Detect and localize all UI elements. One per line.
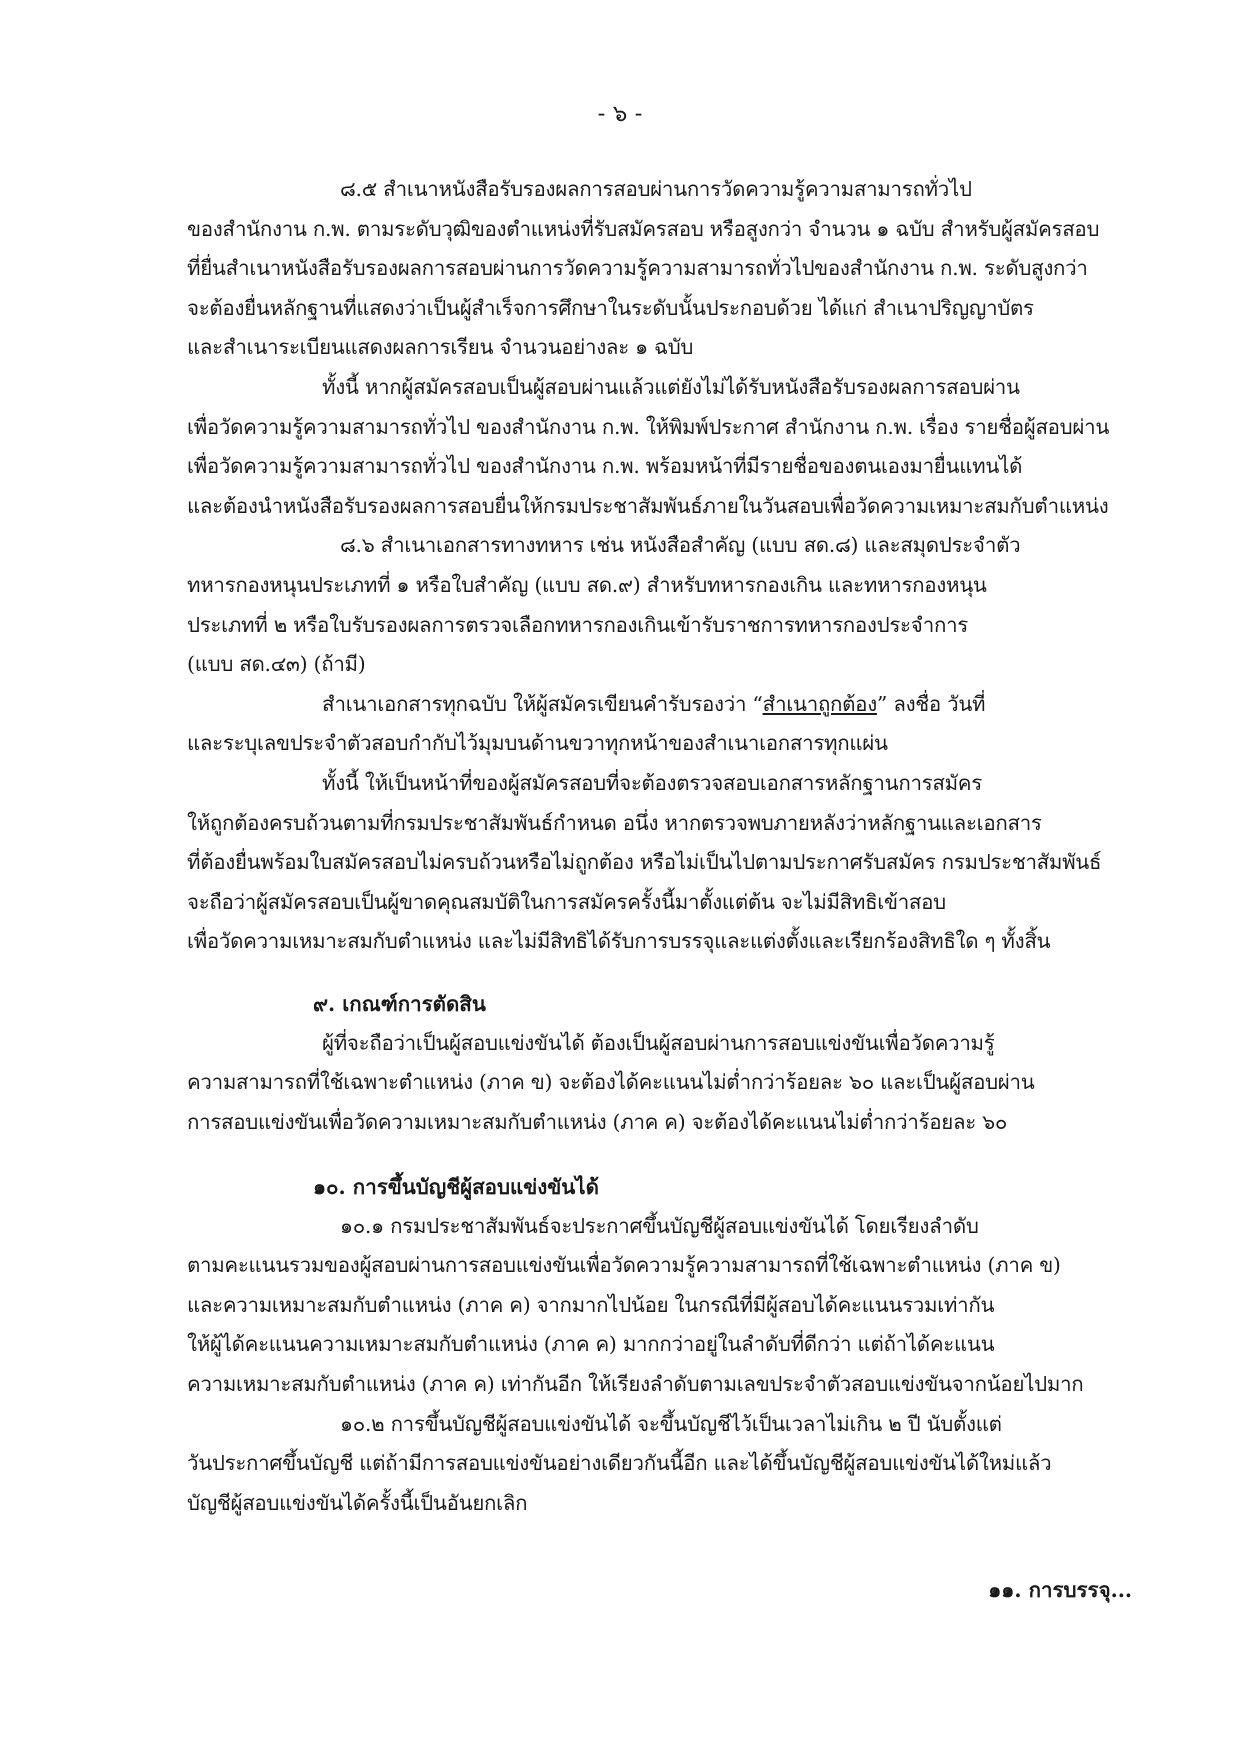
spacer (187, 1143, 1132, 1167)
paragraph-line: ที่ยื่นสำเนาหนังสือรับรองผลการสอบผ่านการวัดความรู้ความสามารถทั่วไปของสำนักงาน ก.พ. ระดับสูงกว่า (187, 256, 1088, 281)
document-body (187, 170, 1132, 1523)
paragraph-line: ๘.๕ สำเนาหนังสือรับรองผลการสอบผ่านการวัดความรู้ความสามารถทั่วไป (340, 177, 972, 201)
paragraph-line: ความสามารถที่ใช้เฉพาะตำแหน่ง (ภาค ข) จะต้องได้คะแนนไม่ต่ำกว่าร้อยละ ๖๐ และเป็นผู้สอบผ่าน (187, 1070, 1035, 1095)
paragraph-line: ๘.๖ สำเนาเอกสารทางทหาร เช่น หนังสือสำคัญ (แบบ สด.๘) และสมุดประจำตัว (340, 533, 1021, 558)
paragraph-line: และระบุเลขประจำตัวสอบกำกับไว้มุมบนด้านขวาทุกหน้าของสำเนาเอกสารทุกแผ่น (187, 731, 888, 756)
section-8-5 (187, 170, 1132, 368)
section-heading: ๑๐. การขึ้นบัญชีผู้สอบแข่งขันได้ (313, 1174, 599, 1199)
paragraph-line: ความเหมาะสมกับตำแหน่ง (ภาค ค) เท่ากันอีก ให้เรียงลำดับตามเลขประจำตัวสอบแข่งขันจากน้อยไปมาก (187, 1372, 1084, 1397)
section-8-6 (187, 526, 1132, 684)
section-heading: ๙. เกณฑ์การตัดสิน (313, 991, 486, 1016)
certified-copy-phrase: สำเนาถูกต้อง (762, 691, 877, 716)
paragraph-line: เพื่อวัดความรู้ความสามารถทั่วไป ของสำนักงาน ก.พ. ให้พิมพ์ประกาศ สำนักงาน ก.พ. เรื่อง รายชื่อผู้สอบผ่าน (187, 414, 1110, 439)
paragraph-line: เพื่อวัดความรู้ความสามารถทั่วไป ของสำนักงาน ก.พ. พร้อมหน้าที่มีรายชื่อของตนเองมายื่นแทนได้ (187, 454, 1023, 479)
certify-text-after: ” ลงชื่อ วันที่ (876, 691, 986, 716)
paragraph-line: ตามคะแนนรวมของผู้สอบผ่านการสอบแข่งขันเพื่อวัดความรู้ความสามารถที่ใช้เฉพาะตำแหน่ง (ภาค ข) (187, 1253, 1061, 1278)
paragraph-line: ผู้ที่จะถือว่าเป็นผู้สอบแข่งขันได้ ต้องเป็นผู้สอบผ่านการสอบแข่งขันเพื่อวัดความรู้ (322, 1030, 995, 1055)
section-8-5-note (187, 368, 1132, 526)
section-10 (187, 1167, 1132, 1524)
certify-text-before: สำเนาเอกสารทุกฉบับ ให้ผู้สมัครเขียนคำรับรองว่า “ (322, 691, 763, 716)
paragraph-line: วันประกาศขึ้นบัญชี แต่ถ้ามีการสอบแข่งขันอย่างเดียวกันนี้อีก และได้ขึ้นบัญชีผู้สอบแข่งขันได้ใหม่แล้ว (187, 1451, 1052, 1476)
paragraph-line: ให้ถูกต้องครบถ้วนตามที่กรมประชาสัมพันธ์กำหนด อนึ่ง หากตรวจพบภายหลังว่าหลักฐานและเอกสาร (187, 810, 1042, 835)
paragraph-line: การสอบแข่งขันเพื่อวัดความเหมาะสมกับตำแหน่ง (ภาค ค) จะต้องได้คะแนนไม่ต่ำกว่าร้อยละ ๖๐ (187, 1110, 1008, 1135)
next-page-marker: ๑๑. การบรรจุ... (988, 1578, 1132, 1602)
paragraph-line: ของสำนักงาน ก.พ. ตามระดับวุฒิของตำแหน่งที่รับสมัครสอบ หรือสูงกว่า จำนวน ๑ ฉบับ สำหรับผู้สมัครสอบ (187, 216, 1100, 241)
paragraph-line: ประเภทที่ ๒ หรือใบรับรองผลการตรวจเลือกทหารกองเกินเข้ารับราชการทหารกองประจำการ (187, 612, 969, 637)
paragraph-line: จะต้องยื่นหลักฐานที่แสดงว่าเป็นผู้สำเร็จการศึกษาในระดับนั้นประกอบด้วย ได้แก่ สำเนาปริญญาบัตร (187, 295, 1034, 320)
paragraph-line: ๑๐.๒ การขึ้นบัญชีผู้สอบแข่งขันได้ จะขึ้นบัญชีไว้เป็นเวลาไม่เกิน ๒ ปี นับตั้งแต่ (340, 1411, 1002, 1436)
spacer (187, 962, 1132, 984)
paragraph-line (187, 685, 1132, 725)
paragraph-line: และสำเนาระเบียนแสดงผลการเรียน จำนวนอย่างละ ๑ ฉบับ (187, 335, 694, 360)
paragraph-line: บัญชีผู้สอบแข่งขันได้ครั้งนี้เป็นอันยกเลิก (187, 1490, 528, 1515)
paragraph-line: ที่ต้องยื่นพร้อมใบสมัครสอบไม่ครบถ้วนหรือไม่ถูกต้อง หรือไม่เป็นไปตามประกาศรับสมัคร กรมประชาสัมพันธ์ (187, 850, 1102, 875)
section-9 (187, 984, 1132, 1143)
paragraph-line: ให้ผู้ได้คะแนนความเหมาะสมกับตำแหน่ง (ภาค ค) มากกว่าอยู่ในลำดับที่ดีกว่า แต่ถ้าได้คะแนน (187, 1332, 995, 1357)
paragraph-line: เพื่อวัดความเหมาะสมกับตำแหน่ง และไม่มีสิทธิได้รับการบรรจุและแต่งตั้งและเรียกร้องสิทธิใด ๆ ทั้งสิ้น (187, 929, 1051, 954)
paragraph-line: และต้องนำหนังสือรับรองผลการสอบยื่นให้กรมประชาสัมพันธ์ภายในวันสอบเพื่อวัดความเหมาะสมกับตำแหน่ง (187, 493, 1109, 518)
paragraph-line: จะถือว่าผู้สมัครสอบเป็นผู้ขาดคุณสมบัติในการสมัครครั้งนี้มาตั้งแต่ต้น จะไม่มีสิทธิเข้าสอบ (187, 889, 946, 914)
page-number: - ๖ - (597, 101, 643, 127)
paragraph-line: (แบบ สด.๔๓) (ถ้ามี) (187, 652, 366, 677)
paragraph-line: ๑๐.๑ กรมประชาสัมพันธ์จะประกาศขึ้นบัญชีผู้สอบแข่งขันได้ โดยเรียงลำดับ (340, 1213, 979, 1238)
certify-paragraph (187, 685, 1132, 764)
paragraph-line: ทั้งนี้ หากผู้สมัครสอบเป็นผู้สอบผ่านแล้วแต่ยังไม่ได้รับหนังสือรับรองผลการสอบผ่าน (322, 374, 1020, 399)
paragraph-line: ทั้งนี้ ให้เป็นหน้าที่ของผู้สมัครสอบที่จะต้องตรวจสอบเอกสารหลักฐานการสมัคร (322, 770, 982, 795)
paragraph-line: ทหารกองหนุนประเภทที่ ๑ หรือใบสำคัญ (แบบ สด.๙) สำหรับทหารกองเกิน และทหารกองหนุน (187, 572, 987, 597)
duty-paragraph (187, 764, 1132, 962)
paragraph-line: และความเหมาะสมกับตำแหน่ง (ภาค ค) จากมากไปน้อย ในกรณีที่มีผู้สอบได้คะแนนรวมเท่ากัน (187, 1292, 995, 1317)
